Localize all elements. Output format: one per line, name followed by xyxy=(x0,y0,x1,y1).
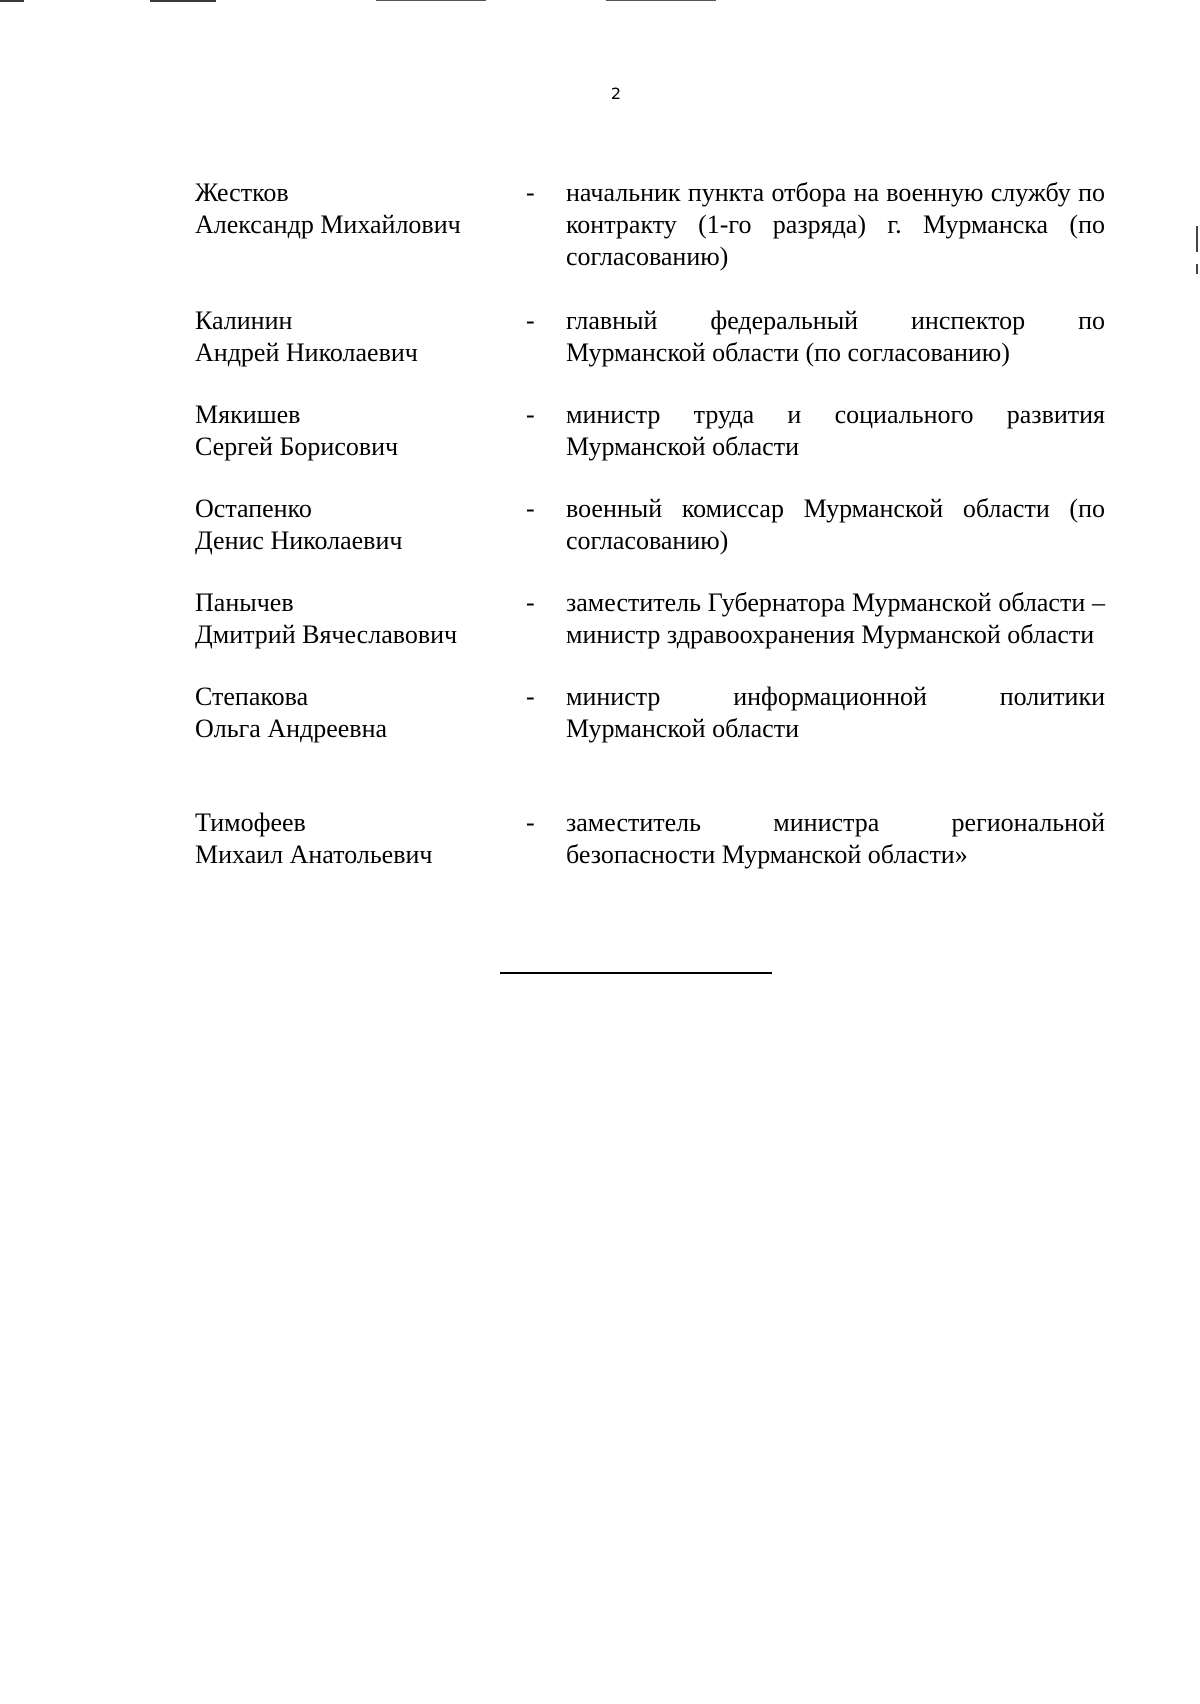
member-surname: Панычев xyxy=(195,588,294,617)
member-surname: Мякишев xyxy=(195,400,301,429)
member-dash: - xyxy=(526,682,535,711)
member-entry xyxy=(195,305,1105,369)
member-entry xyxy=(195,587,1105,651)
member-dash: - xyxy=(526,588,535,617)
scan-artifact-top xyxy=(0,0,24,2)
member-surname: Степакова xyxy=(195,682,309,711)
member-role: министр труда и социального развития Мурманской области xyxy=(566,400,1105,461)
member-dash: - xyxy=(526,808,535,837)
member-role: начальник пункта отбора на военную службу по контракту (1-го разряда) г. Мурманска (по согласованию) xyxy=(566,178,1105,271)
member-dash: - xyxy=(526,400,535,429)
member-dash: - xyxy=(526,178,535,207)
member-role: министр информационной политики Мурманской области xyxy=(566,682,1105,743)
scan-artifact-top xyxy=(606,0,716,1)
member-name xyxy=(195,681,495,745)
scan-artifact-edge xyxy=(1196,226,1198,252)
member-given-names: Денис Николаевич xyxy=(195,526,403,555)
member-name xyxy=(195,399,495,463)
member-name xyxy=(195,587,495,651)
scan-artifact-edge xyxy=(1196,264,1198,274)
member-role: военный комиссар Мурманской области (по согласованию) xyxy=(566,494,1105,555)
member-surname: Калинин xyxy=(195,306,293,335)
member-given-names: Александр Михайлович xyxy=(195,210,461,239)
member-name xyxy=(195,493,495,557)
member-given-names: Дмитрий Вячеславович xyxy=(195,620,458,649)
member-role: заместитель министра региональной безопасности Мурманской области» xyxy=(566,808,1105,869)
member-name xyxy=(195,305,495,369)
scan-artifact-top xyxy=(150,0,216,2)
member-entry xyxy=(195,493,1105,557)
member-entry xyxy=(195,681,1105,745)
member-given-names: Андрей Николаевич xyxy=(195,338,418,367)
closing-rule xyxy=(500,972,772,974)
member-entry xyxy=(195,399,1105,463)
member-list xyxy=(195,177,1105,871)
member-surname: Остапенко xyxy=(195,494,312,523)
member-surname: Жестков xyxy=(195,178,289,207)
member-given-names: Ольга Андреевна xyxy=(195,714,388,743)
member-name xyxy=(195,807,495,871)
member-name xyxy=(195,177,495,241)
page-number: 2 xyxy=(610,84,622,103)
scan-artifact-top xyxy=(376,0,486,1)
member-entry xyxy=(195,177,1105,273)
member-dash: - xyxy=(526,494,535,523)
member-role: заместитель Губернатора Мурманской области – министр здравоохранения Мурманской области xyxy=(566,588,1105,649)
member-dash: - xyxy=(526,306,535,335)
member-entry xyxy=(195,807,1105,871)
member-given-names: Михаил Анатольевич xyxy=(195,840,433,869)
member-role: главный федеральный инспектор по Мурманской области (по согласованию) xyxy=(566,306,1105,367)
member-surname: Тимофеев xyxy=(195,808,306,837)
member-given-names: Сергей Борисович xyxy=(195,432,399,461)
